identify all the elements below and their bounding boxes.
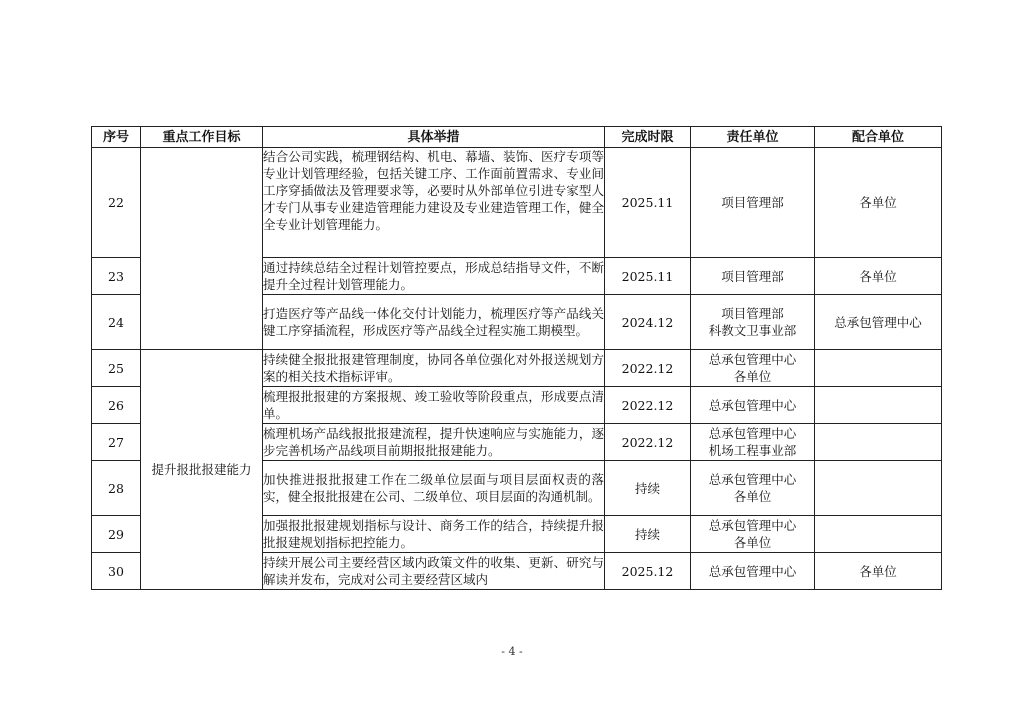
- header-goal: 重点工作目标: [141, 127, 263, 148]
- deadline-cell: 持续: [605, 461, 691, 516]
- owner-unit: 机场工程事业部: [708, 443, 797, 458]
- row-number: 23: [92, 258, 141, 295]
- partner-cell: [815, 424, 942, 461]
- owner-unit: 项目管理部: [721, 195, 784, 210]
- goal-cell: 提升报批报建能力: [141, 350, 263, 590]
- measure-cell: 通过持续总结全过程计划管控要点，形成总结指导文件，不断提升全过程计划管理能力。: [263, 258, 605, 295]
- partner-cell: [815, 516, 942, 553]
- owner-unit: 项目管理部: [721, 306, 784, 321]
- deadline-cell: 2024.12: [605, 295, 691, 350]
- owner-unit: 各单位: [733, 489, 772, 504]
- owner-unit: 总承包管理中心: [708, 352, 797, 367]
- row-number: 22: [92, 148, 141, 258]
- owner-unit: 项目管理部: [721, 268, 784, 284]
- measure-cell: 结合公司实践，梳理钢结构、机电、幕墙、装饰、医疗专项等专业计划管理经验，包括关键工序、工作面前置需求、专业间工序穿插做法及管理要求等，必要时从外部单位引进专家型人才专门从事专业建造管理能力建设及专业建造管理工作，健全全专业计划管理能力。: [263, 148, 605, 258]
- page-number: - 4 -: [501, 645, 523, 658]
- partner-cell: 各单位: [815, 148, 942, 258]
- row-number: 27: [92, 424, 141, 461]
- row-number: 26: [92, 387, 141, 424]
- owner-unit: 总承包管理中心: [708, 563, 797, 579]
- owner-cell: [691, 516, 815, 553]
- owner-unit: 各单位: [733, 535, 772, 550]
- deadline-cell: 2025.11: [605, 258, 691, 295]
- deadline-cell: 持续: [605, 516, 691, 553]
- owner-cell: [691, 350, 815, 387]
- owner-unit: 总承包管理中心: [708, 518, 797, 533]
- deadline-cell: 2022.12: [605, 350, 691, 387]
- header-measure: 具体举措: [263, 127, 605, 148]
- header-deadline: 完成时限: [605, 127, 691, 148]
- header-owner: 责任单位: [691, 127, 815, 148]
- partner-cell: [815, 387, 942, 424]
- owner-unit: 总承包管理中心: [708, 397, 797, 413]
- work-plan-table: [91, 126, 942, 590]
- measure-cell: 持续开展公司主要经营区域内政策文件的收集、更新、研究与解读并发布，完成对公司主要经营区域内: [263, 553, 605, 590]
- table-header-row: [92, 127, 942, 148]
- partner-cell: [815, 461, 942, 516]
- owner-unit: 总承包管理中心: [708, 426, 797, 441]
- partner-cell: [815, 350, 942, 387]
- owner-unit: 总承包管理中心: [708, 472, 797, 487]
- header-seq: 序号: [92, 127, 141, 148]
- owner-cell: [691, 258, 815, 295]
- goal-cell: [141, 148, 263, 350]
- owner-cell: [691, 553, 815, 590]
- measure-cell: 梳理报批报建的方案报规、竣工验收等阶段重点，形成要点清单。: [263, 387, 605, 424]
- table-row: [92, 350, 942, 387]
- owner-cell: [691, 387, 815, 424]
- deadline-cell: 2025.12: [605, 553, 691, 590]
- owner-unit: 科教文卫事业部: [708, 323, 797, 338]
- deadline-cell: 2022.12: [605, 424, 691, 461]
- row-number: 28: [92, 461, 141, 516]
- row-number: 30: [92, 553, 141, 590]
- partner-cell: 各单位: [815, 553, 942, 590]
- header-partner: 配合单位: [815, 127, 942, 148]
- row-number: 29: [92, 516, 141, 553]
- owner-cell: [691, 461, 815, 516]
- measure-cell: 持续健全报批报建管理制度，协同各单位强化对外报送规划方案的相关技术指标评审。: [263, 350, 605, 387]
- row-number: 24: [92, 295, 141, 350]
- deadline-cell: 2022.12: [605, 387, 691, 424]
- owner-cell: [691, 424, 815, 461]
- deadline-cell: 2025.11: [605, 148, 691, 258]
- measure-cell: 加强报批报建规划指标与设计、商务工作的结合，持续提升报批报建规划指标把控能力。: [263, 516, 605, 553]
- measure-cell: 梳理机场产品线报批报建流程，提升快速响应与实施能力，逐步完善机场产品线项目前期报批报建能力。: [263, 424, 605, 461]
- table-row: [92, 148, 942, 258]
- owner-cell: [691, 295, 815, 350]
- owner-unit: 各单位: [733, 369, 772, 384]
- partner-cell: 各单位: [815, 258, 942, 295]
- row-number: 25: [92, 350, 141, 387]
- owner-cell: [691, 148, 815, 258]
- measure-cell: 打造医疗等产品线一体化交付计划能力，梳理医疗等产品线关键工序穿插流程，形成医疗等产品线全过程实施工期模型。: [263, 295, 605, 350]
- measure-cell: 加快推进报批报建工作在二级单位层面与项目层面权责的落实，健全报批报建在公司、二级单位、项目层面的沟通机制。: [263, 461, 605, 516]
- partner-cell: 总承包管理中心: [815, 295, 942, 350]
